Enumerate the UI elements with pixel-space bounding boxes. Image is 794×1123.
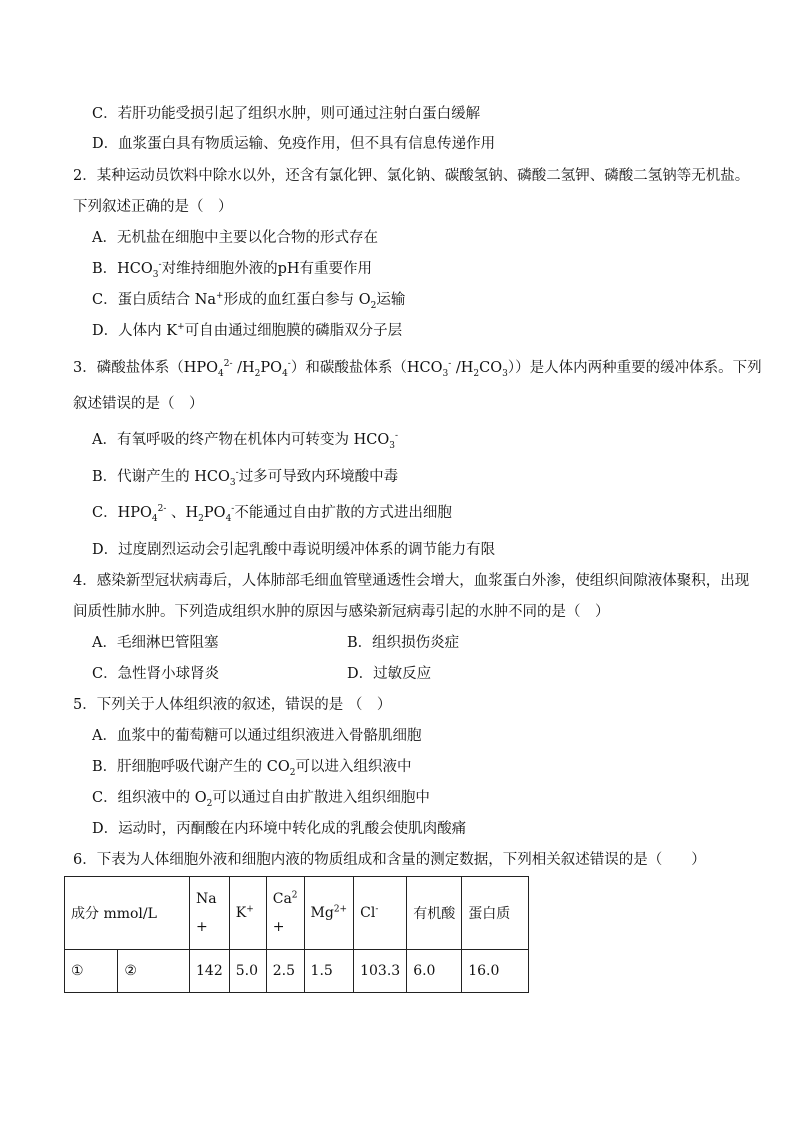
header-ca: $Ca^2$ + xyxy=(266,877,304,950)
q5-option-d: D．运动时，丙酮酸在内环境中转化成的乳酸会使肌肉酸痛 xyxy=(92,821,467,837)
table-cell: 5.0 xyxy=(229,950,266,993)
q5-option-a: A．血浆中的葡萄糖可以通过组织液进入骨骼肌细胞 xyxy=(92,728,422,744)
q5-option-b: B．肝细胞呼吸代谢产生的 $CO_2$可以进入组织液中 xyxy=(92,759,412,778)
table-cell: ① xyxy=(65,950,118,993)
header-organic-acid: 有机酸 xyxy=(407,877,462,950)
table-cell: 1.5 xyxy=(304,950,354,993)
table-cell: 6.0 xyxy=(407,950,462,993)
q3-option-a: A．有氧呼吸的终产物在机体内可转变为 $HCO_3^-$ xyxy=(92,431,398,451)
q3-stem-line1: 3．磷酸盐体系（$HPO_4^{2-}$ $/H_2PO_4^-$）和碳酸盐体系（$HCO_3^-$ $/H_2CO_3$））是人体内两种重要的缓冲体系。下列 xyxy=(73,359,762,379)
table-header-row xyxy=(65,877,529,950)
table-cell: 142 xyxy=(190,950,230,993)
q2-option-d: D．人体内 K+可自由通过细胞膜的磷脂双分子层 xyxy=(92,322,403,339)
header-protein: 蛋白质 xyxy=(462,877,529,950)
q1-option-c: C．若肝功能受损引起了组织水肿，则可通过注射白蛋白缓解 xyxy=(92,106,481,122)
table-row xyxy=(65,950,529,993)
table-cell: 2.5 xyxy=(266,950,304,993)
q2-option-c: C．蛋白质结合 Na+形成的血红蛋白参与 $O_2$运输 xyxy=(92,291,406,311)
q6-stem: 6．下表为人体细胞外液和细胞内液的物质组成和含量的测定数据，下列相关叙述错误的是（ ） xyxy=(73,852,706,868)
header-mg: $Mg^{2+}$ xyxy=(304,877,354,950)
header-component: 成分 mmol/L xyxy=(65,877,190,950)
q3-stem-line2: 叙述错误的是（ ） xyxy=(73,396,204,412)
q2-stem-line1: 2．某种运动员饮料中除水以外，还含有氯化钾、氯化钠、碳酸氢钠、磷酸二氢钾、磷酸二氢钠等无机盐。 xyxy=(73,168,750,184)
q2-option-b: B．$HCO_3^-$对维持细胞外液的pH有重要作用 xyxy=(92,260,373,280)
q2-option-a: A．无机盐在细胞中主要以化合物的形式存在 xyxy=(92,230,378,246)
q5-option-c: C．组织液中的 $O_2$可以通过自由扩散进入组织细胞中 xyxy=(92,790,430,809)
q4-option-d: D．过敏反应 xyxy=(347,666,432,682)
q3-option-d: D．过度剧烈运动会引起乳酸中毒说明缓冲体系的调节能力有限 xyxy=(92,542,496,558)
q1-option-d: D．血浆蛋白具有物质运输、免疫作用，但不具有信息传递作用 xyxy=(92,136,496,152)
q3-option-c: C．$HPO_4^{2-}$ 、$H_2PO_4^-$不能通过自由扩散的方式进出细胞 xyxy=(92,504,452,524)
q5-stem: 5．下列关于人体组织液的叙述，错误的是 （ ） xyxy=(73,697,392,713)
q4-stem-line2: 间质性肺水肿。下列造成组织水肿的原因与感染新冠病毒引起的水肿不同的是（ ） xyxy=(73,604,610,620)
composition-table xyxy=(64,876,529,993)
q3-option-b: B．代谢产生的 $HCO_3^-$过多可导致内环境酸中毒 xyxy=(92,468,399,488)
q2-stem-line2: 下列叙述正确的是（ ） xyxy=(73,199,233,215)
header-cl: Cl- xyxy=(354,877,407,950)
q4-stem-line1: 4．感染新型冠状病毒后，人体肺部毛细血管壁通透性会增大，血浆蛋白外渗，使组织间隙液体聚积，出现 xyxy=(73,573,750,589)
header-na: Na + xyxy=(190,877,230,950)
q4-option-b: B．组织损伤炎症 xyxy=(347,635,460,651)
table-cell: 16.0 xyxy=(462,950,529,993)
table-cell: 103.3 xyxy=(354,950,407,993)
header-k: K+ xyxy=(229,877,266,950)
q4-option-c: C．急性肾小球肾炎 xyxy=(92,666,220,682)
table-cell: ② xyxy=(118,950,190,993)
q4-option-a: A．毛细淋巴管阻塞 xyxy=(92,635,219,651)
